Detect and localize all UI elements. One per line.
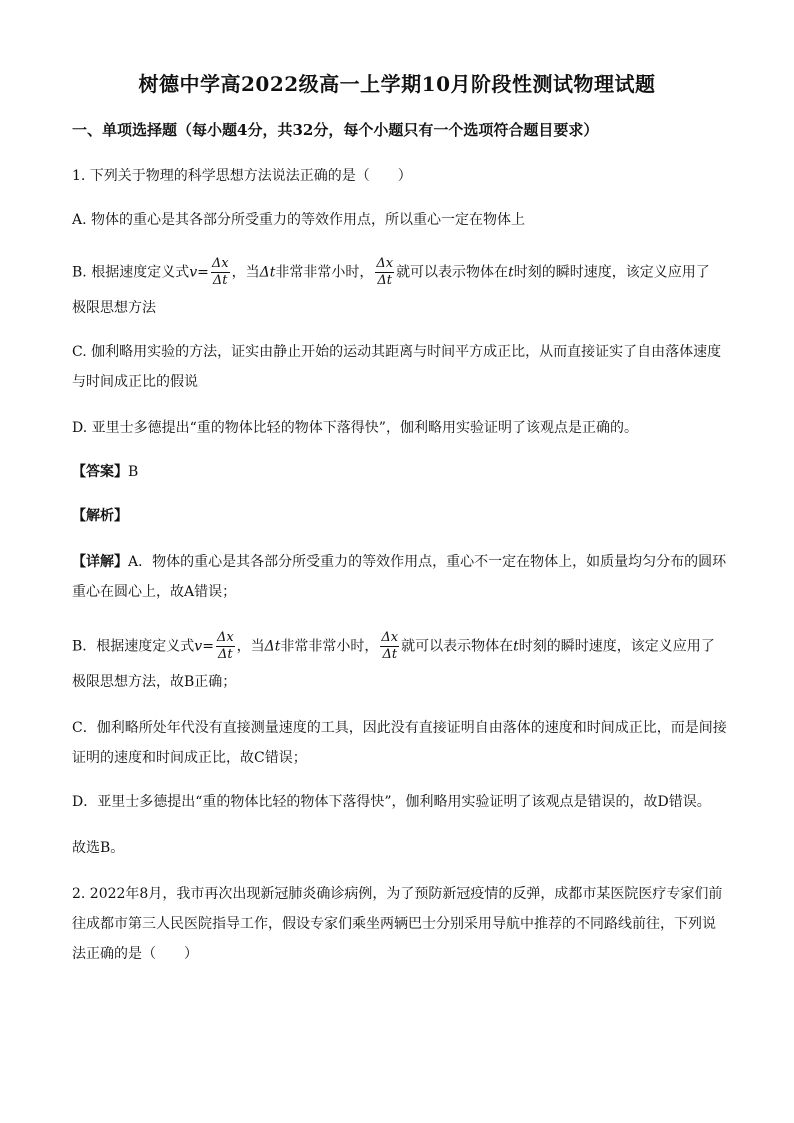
option-b-text: B. 根据速度定义式 bbox=[72, 264, 190, 281]
delta-t-symbol: Δt bbox=[259, 264, 276, 281]
fraction-denominator: Δt bbox=[377, 273, 392, 288]
velocity-symbol: v= bbox=[194, 638, 214, 655]
detail-label: 【详解】 bbox=[72, 554, 128, 570]
option-b-text: 非常非常小时， bbox=[275, 264, 374, 281]
question-1-option-c: C. 伽利略用实验的方法，证实由静止开始的运动其距离与时间平方成正比，从而直接证实了自由落体速度 bbox=[72, 344, 722, 360]
delta-t-symbol: Δt bbox=[264, 638, 281, 655]
question-2-stem-line2: 往成都市第三人民医院指导工作，假设专家们乘坐两辆巴士分别采用导航中推荐的不同路线前往，下列说 bbox=[72, 916, 716, 932]
fraction-denominator: Δt bbox=[212, 273, 228, 288]
detail-a-line2: 重心在圆心上，故A错误； bbox=[72, 584, 237, 600]
detail-b-text: ，当 bbox=[236, 638, 265, 655]
detail-c: C．伽利略所处年代没有直接测量速度的工具，因此没有直接证明自由落体的速度和时间成正比，而是间接 bbox=[72, 720, 727, 736]
time-symbol: t bbox=[513, 638, 519, 655]
fraction-denominator: Δt bbox=[382, 647, 398, 662]
question-1-option-c-line2: 与时间成正比的假说 bbox=[72, 374, 198, 390]
answer-line bbox=[72, 462, 732, 482]
detail-b-line2: 极限思想方法，故B正确； bbox=[72, 674, 237, 690]
fraction-numerator: Δx bbox=[376, 256, 394, 271]
answer-label: 【答案】 bbox=[72, 464, 128, 480]
time-symbol: t bbox=[508, 264, 514, 281]
fraction-numerator: Δx bbox=[211, 256, 229, 271]
detail-a-text: A．物体的重心是其各部分所受重力的等效作用点，重心不一定在物体上，如质量均匀分布的圆环 bbox=[128, 554, 727, 570]
fraction-numerator: Δx bbox=[216, 630, 234, 645]
fraction-dx-dt bbox=[380, 630, 399, 663]
fraction-dx-dt bbox=[211, 256, 230, 289]
detail-b-text: B．根据速度定义式 bbox=[72, 638, 195, 655]
analysis-label: 【解析】 bbox=[72, 508, 128, 524]
page-title: 树德中学高2022级高一上学期10月阶段性测试物理试题 bbox=[138, 72, 656, 96]
velocity-symbol: v= bbox=[189, 264, 209, 281]
detail-b-text: 非常非常小时， bbox=[280, 638, 379, 655]
conclusion: 故选B。 bbox=[72, 840, 125, 856]
question-2-stem-line3: 法正确的是（ ） bbox=[72, 946, 198, 962]
question-1-stem: 1. 下列关于物理的科学思想方法说法正确的是（ ） bbox=[72, 168, 412, 184]
section-heading: 一、单项选择题（每小题4分，共32分，每个小题只有一个选项符合题目要求） bbox=[72, 121, 599, 139]
detail-c-line2: 证明的速度和时间成正比，故C错误； bbox=[72, 750, 307, 766]
detail-b bbox=[72, 630, 732, 663]
option-b-text: 时刻的瞬时速度，该定义应用了 bbox=[513, 264, 710, 281]
detail-a bbox=[72, 552, 732, 572]
question-1-option-b bbox=[72, 256, 732, 289]
fraction-denominator: Δt bbox=[217, 647, 233, 662]
answer-value: B bbox=[128, 464, 139, 480]
option-b-text: ，当 bbox=[231, 264, 260, 281]
question-1-option-d: D. 亚里士多德提出“重的物体比轻的物体下落得快”，伽利略用实验证明了该观点是正确的。 bbox=[72, 420, 638, 436]
fraction-dx-dt bbox=[216, 630, 235, 663]
detail-b-text: 就可以表示物体在 bbox=[401, 638, 514, 655]
detail-b-text: 时刻的瞬时速度，该定义应用了 bbox=[518, 638, 715, 655]
question-2-stem: 2. 2022年8月，我市再次出现新冠肺炎确诊病例，为了预防新冠疫情的反弹，成都市某医院医疗专家们前 bbox=[72, 886, 723, 902]
option-b-text: 就可以表示物体在 bbox=[396, 264, 509, 281]
fraction-numerator: Δx bbox=[381, 630, 399, 645]
question-1-option-b-line2: 极限思想方法 bbox=[72, 300, 156, 316]
question-1-option-a: A. 物体的重心是其各部分所受重力的等效作用点，所以重心一定在物体上 bbox=[72, 212, 526, 228]
fraction-dx-dt bbox=[375, 256, 394, 289]
detail-d: D．亚里士多德提出“重的物体比轻的物体下落得快”，伽利略用实验证明了该观点是错误的，故D错误。 bbox=[72, 794, 711, 810]
